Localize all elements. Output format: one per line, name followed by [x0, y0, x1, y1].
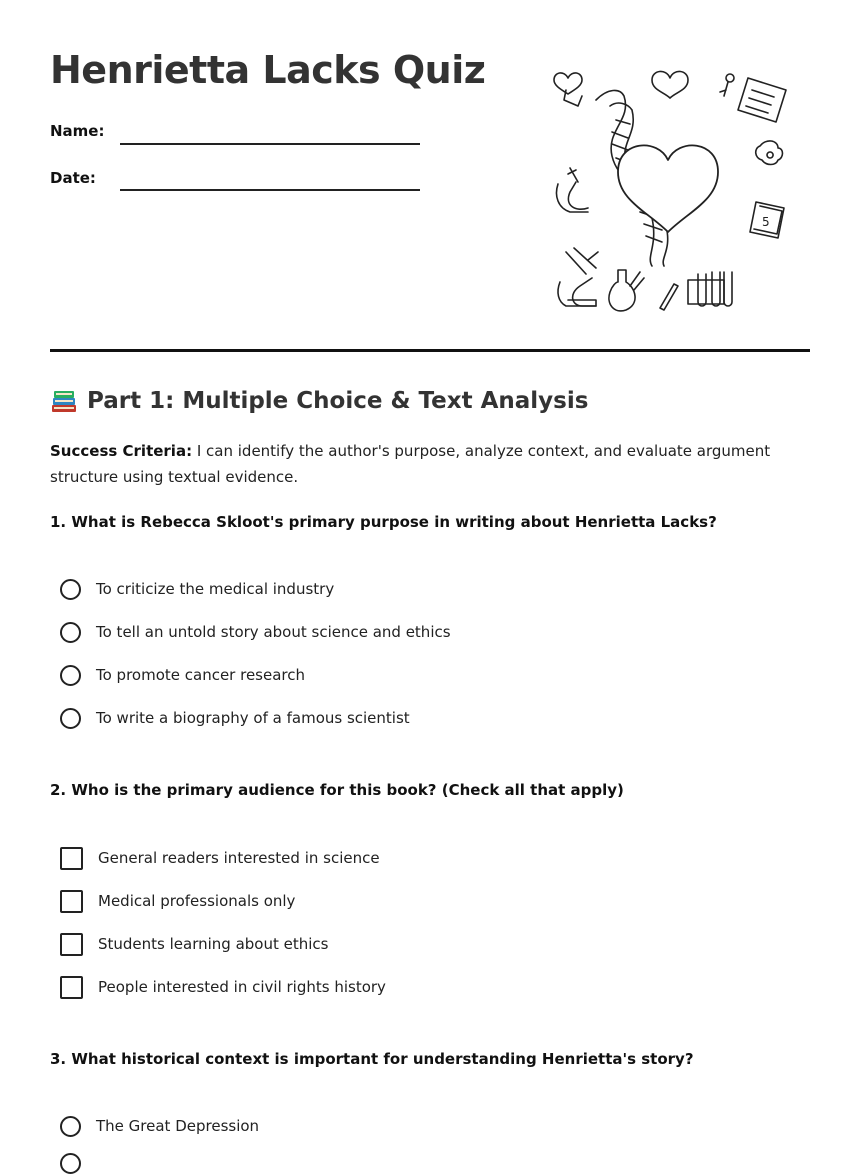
question-2: 2. Who is the primary audience for this book? (Check all that apply) [50, 781, 624, 799]
microscope-icon [557, 168, 589, 212]
q3-option-1[interactable] [60, 1113, 259, 1139]
q1-option-2[interactable] [60, 619, 451, 645]
header-divider [50, 349, 810, 352]
radio-button[interactable] [60, 708, 81, 729]
science-illustration [548, 60, 798, 320]
success-criteria-text: I can identify the author's purpose, analyze context, and evaluate argument structure using textual evidence. [50, 442, 771, 486]
svg-text:5: 5 [762, 215, 770, 229]
question-1: 1. What is Rebecca Skloot's primary purpose in writing about Henrietta Lacks? [50, 513, 717, 531]
success-criteria-label: Success Criteria: [50, 442, 193, 460]
heart-icon [618, 145, 718, 232]
checkbox[interactable] [60, 847, 83, 870]
date-field[interactable] [120, 189, 420, 191]
checkbox[interactable] [60, 933, 83, 956]
name-field[interactable] [120, 143, 420, 145]
option-label: People interested in civil rights history [98, 978, 386, 996]
q2-option-1[interactable] [60, 845, 380, 871]
small-heart-icon [652, 71, 688, 98]
option-label: To write a biography of a famous scientist [96, 709, 410, 727]
book-icon [750, 202, 784, 238]
date-label: Date: [50, 169, 96, 187]
option-label: To tell an untold story about science and ethics [96, 623, 451, 641]
flask-icon [609, 270, 644, 311]
microscope-large-icon [558, 248, 598, 306]
pen-icon [660, 284, 678, 310]
q1-option-1[interactable] [60, 576, 334, 602]
option-label: Medical professionals only [98, 892, 296, 910]
option-label: To promote cancer research [96, 666, 306, 684]
radio-button[interactable] [60, 1116, 81, 1137]
quiz-title: Henrietta Lacks Quiz [50, 48, 486, 92]
success-criteria [50, 438, 810, 490]
key-icon [720, 74, 734, 96]
option-label: To criticize the medical industry [96, 580, 335, 598]
radio-button[interactable] [60, 665, 81, 686]
option-label: General readers interested in science [98, 849, 380, 867]
checkbox[interactable] [60, 890, 83, 913]
name-label: Name: [50, 122, 105, 140]
q3-option-2[interactable] [60, 1150, 81, 1176]
clipboard-icon [738, 78, 786, 122]
checkbox[interactable] [60, 976, 83, 999]
radio-button[interactable] [60, 579, 81, 600]
books-icon [50, 388, 78, 414]
test-tubes-icon [688, 272, 732, 306]
radio-button[interactable] [60, 622, 81, 643]
part1-heading-text: Part 1: Multiple Choice & Text Analysis [87, 388, 589, 414]
q1-option-4[interactable] [60, 705, 410, 731]
q1-option-3[interactable] [60, 662, 305, 688]
part1-heading [50, 388, 588, 414]
radio-button[interactable] [60, 1153, 81, 1174]
question-3: 3. What historical context is important for understanding Henrietta's story? [50, 1050, 694, 1068]
q2-option-3[interactable] [60, 931, 329, 957]
q2-option-2[interactable] [60, 888, 295, 914]
option-label: The Great Depression [96, 1117, 260, 1135]
cell-icon [756, 141, 783, 165]
q2-option-4[interactable] [60, 974, 386, 1000]
option-label: Students learning about ethics [98, 935, 329, 953]
flask-heart-icon [554, 73, 582, 106]
